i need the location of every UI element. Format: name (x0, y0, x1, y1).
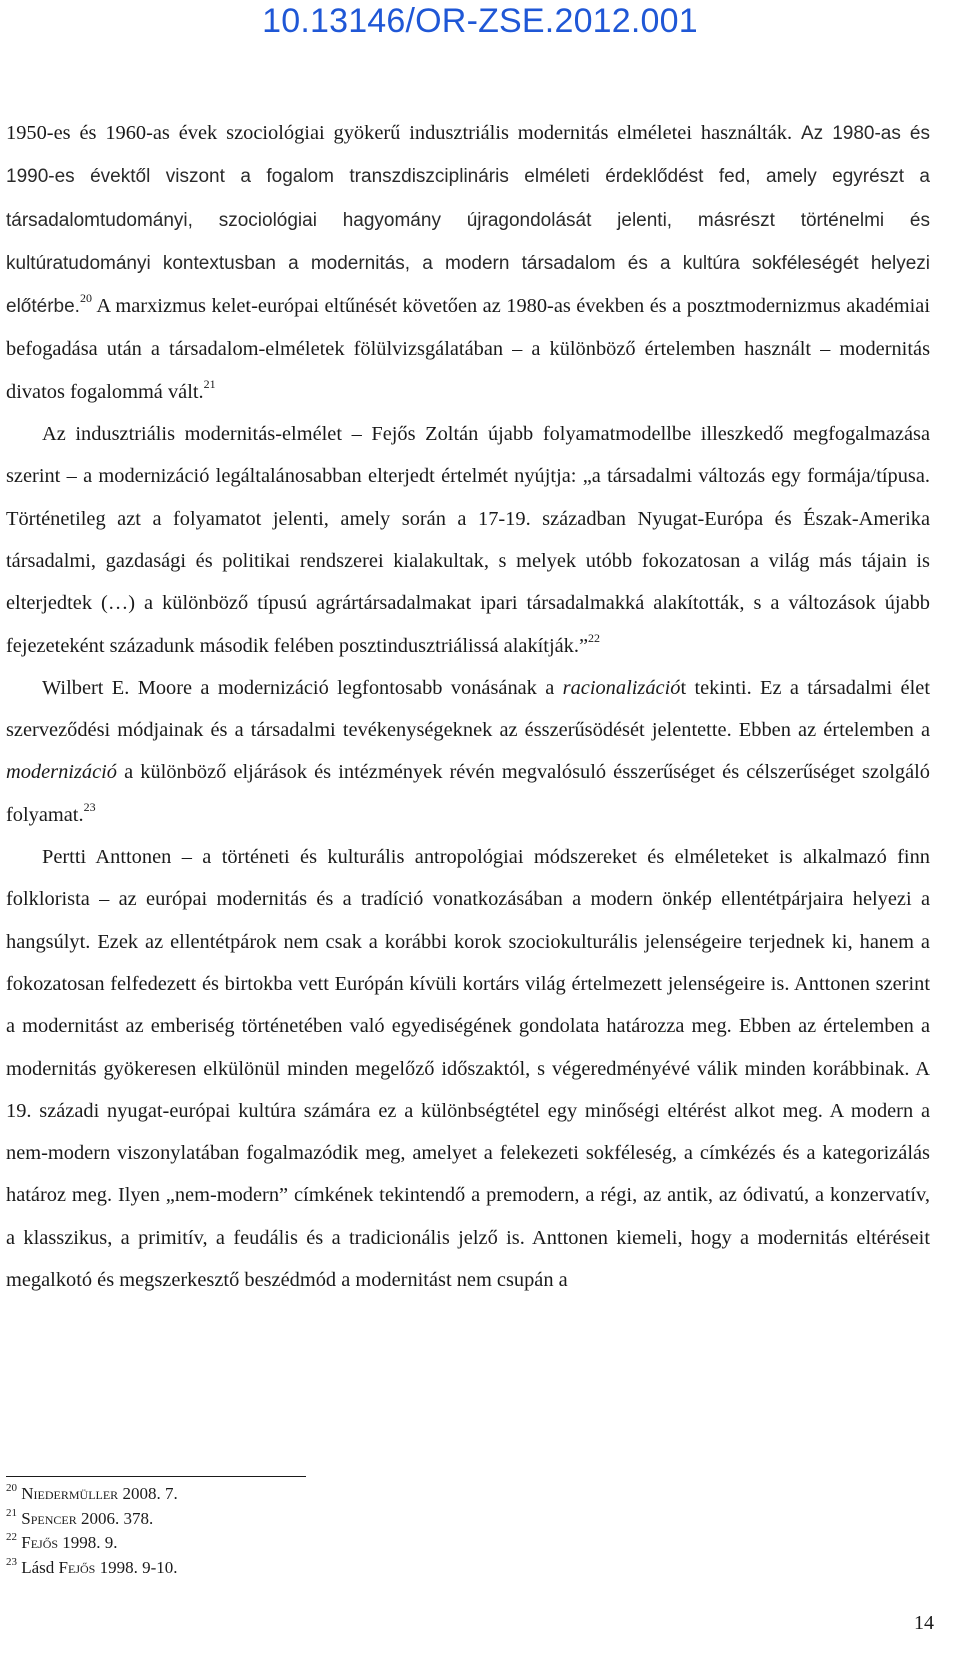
footnotes (6, 1482, 178, 1580)
footnote-author: Niedermüller (21, 1484, 119, 1503)
footnote-ref-22: 22 (588, 630, 601, 645)
main-text (6, 112, 930, 1301)
footnote-22 (6, 1531, 178, 1556)
footnote-ref-21: 21 (203, 376, 216, 391)
footnote-number: 23 (6, 1555, 17, 1568)
p3-emphasis-modernizacio: modernizáció (6, 761, 118, 784)
footnote-ref: 2006. 378. (80, 1508, 154, 1528)
footnote-21 (6, 1507, 178, 1532)
footnote-ref: 1998. 9-10. (99, 1557, 178, 1577)
p1-sentence-2: Az 1980-as és 1990-es évektől viszont a fogalom transzdiszciplináris elméleti érdeklődést fed, amely egyrészt a társadalomtudományi, szociológiai hagyomány újragondolását jelenti, másrészt történelmi és kultúratudományi kontextusban a modernitás, a modern társadalom és a kultúra sokféleségét helyezi előtérbe. (6, 123, 930, 318)
paragraph-4 (6, 836, 930, 1301)
page-number: 14 (914, 1612, 934, 1634)
paragraph-3 (6, 667, 930, 836)
p1-sentence-1: 1950-es és 1960-as évek szociológiai gyökerű indusztriális modernitás elméletei használták. (6, 122, 793, 144)
footnote-number: 20 (6, 1482, 17, 1495)
p3-text-b: t tekinti. Ez a társadalmi élet szerveződési módjainak és a társadalmi tevékenységeknek az ésszerűsödését jelentette. Ebben az értelemben a (6, 676, 930, 742)
footnote-ref-23: 23 (83, 799, 96, 814)
paragraph-1 (6, 112, 930, 413)
p2-text: Az indusztriális modernitás-elmélet – Fejős Zoltán újabb folyamatmodellbe illeszkedő megfogalmazása szerint – a modernizáció legáltalánosabban elterjedt értelmét nyújtja: „a társadalmi változás egy formája/típusa. Történetileg azt a folyamatot jelenti, amely során a 17-19. században Nyugat-Európa és Észak-Amerika társadalmi, gazdasági és politikai rendszerei kialakultak, s melyek utóbb fokozatosan a világ más tájain is elterjedtek (…) a különböző típusú agrártársadalmakat ipari társadalmakká alakították, s a változások újabb fejezeteként századunk második felében posztindusztriálissá alakítják.” (6, 423, 930, 657)
footnote-number: 22 (6, 1531, 17, 1544)
footnote-ref: 2008. 7. (122, 1484, 178, 1503)
footnote-author: Spencer (21, 1508, 77, 1528)
footnote-prefix: Lásd (21, 1557, 59, 1577)
p3-emphasis-racionalizacio: racionalizáció (562, 676, 681, 699)
p3-text-c: a különböző eljárások és intézmények révén megvalósuló ésszerűséget és célszerűséget szolgáló folyamat. (6, 761, 930, 826)
footnote-number: 21 (6, 1506, 17, 1519)
p4-text: Pertti Anttonen – a történeti és kulturális antropológiai módszereket és elméleteket is alkalmazó finn folklorista – az európai modernitás és a tradíció vonatkozásában a modern önkép ellentétpárjaira helyezi a hangsúlyt. Ezek az ellentétpárok nem csak a korábbi korok szociokulturális jelenségeire terjednek ki, hanem a fokozatosan felfedezett és birtokba vett Európán kívüli kortárs világ értelmezett jelenségeire is. Anttonen szerint a modernitást az emberiség történetében való egyediségének gondolata határozza meg. Ebben az értelemben a modernitás gyökeresen elkülönül minden megelőző időszaktól, s végeredményévé válik minden korábbinak. A 19. századi nyugat-európai kultúra számára ez a különbségtétel egy minőségi eltérést alkot meg. A modern a nem-modern viszonylatában fogalmazódik meg, amelyet a felekezeti sokféleség, a címkézés és a kategorizálás határoz meg. Ilyen „nem-modern” címkének tekintendő a premodern, a régi, az antik, az ódivatú, a konzervatív, a klasszikus, a primitív, a feudális és a tradicionális jelző is. Anttonen kiemeli, hogy a modernitás eltéréseit megalkotó és megszerkesztő beszédmód a modernitást nem csupán a (6, 846, 930, 1292)
doi-header[interactable]: 10.13146/OR-ZSE.2012.001 (262, 2, 698, 40)
p3-text-a: Wilbert E. Moore a modernizáció legfontosabb vonásának a (42, 676, 563, 699)
footnote-23 (6, 1556, 178, 1581)
paragraph-2 (6, 413, 930, 667)
footnote-ref: 1998. 9. (62, 1533, 118, 1552)
footnote-ref-20: 20 (79, 291, 92, 306)
footnote-separator (6, 1476, 306, 1477)
footnote-author: Fejős (58, 1557, 96, 1577)
footnote-20 (6, 1482, 178, 1507)
footnote-author: Fejős (21, 1533, 59, 1552)
p1-sentence-3: A marxizmus kelet-európai eltűnését követően az 1980-as években és a posztmodernizmus akadémiai befogadása után a társadalom-elméletek fölülvizsgálatában – a különböző értelemben használt – modernitás divatos fogalommá vált. (6, 295, 930, 403)
